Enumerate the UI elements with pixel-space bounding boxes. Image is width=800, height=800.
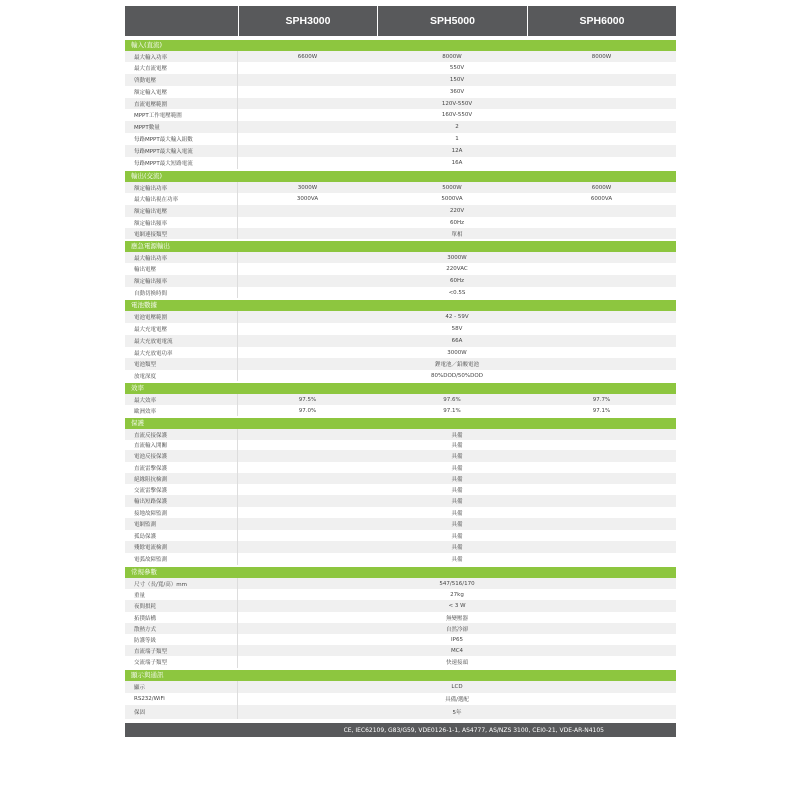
section-header: 保護 xyxy=(125,418,676,429)
row-label: 每路MPPT最大輸入電流 xyxy=(125,145,238,157)
row-label: 額定輸入電壓 xyxy=(125,86,238,98)
row-label: 最大輸出視在功率 xyxy=(125,193,238,205)
row-value-shared: 1 xyxy=(455,136,459,142)
table-row xyxy=(125,541,676,553)
row-label: 每路MPPT最大短路電流 xyxy=(125,157,238,169)
row-value-shared: 單相 xyxy=(451,231,463,238)
row-value-3: 8000W xyxy=(591,53,612,60)
row-label: MPPT數量 xyxy=(125,121,238,133)
table-row xyxy=(125,693,676,705)
row-label: 每路MPPT最大輸入組數 xyxy=(125,133,238,145)
table-row xyxy=(125,287,676,298)
row-value-shared: <0.5S xyxy=(448,289,466,296)
row-value-shared: 快速接頭 xyxy=(445,660,468,666)
section-header: 顯示與通訊 xyxy=(125,670,676,681)
row-value-1: 3000W xyxy=(297,184,318,191)
certifications-footer: CE, IEC62109, G83/G59, VDE0126-1-1, AS4777, AS/NZS 3100, CEI0-21, VDE-AR-N4105 xyxy=(125,723,676,737)
row-label: 尺寸（長/寬/高）mm xyxy=(125,578,238,589)
row-value-shared: 具備 xyxy=(451,557,463,563)
header-sph5000: SPH5000 xyxy=(377,6,527,36)
row-value-2: 5000VA xyxy=(441,196,463,202)
row-value-shared: 2 xyxy=(455,124,459,130)
table-row xyxy=(125,394,676,405)
table-row xyxy=(125,600,676,612)
table-row xyxy=(125,612,676,623)
row-value-shared: 160V-550V xyxy=(441,112,473,118)
row-label: 最大充放電功率 xyxy=(125,347,238,358)
row-value-shared: 自然冷卻 xyxy=(445,626,468,633)
row-value-shared: 具備 xyxy=(451,454,463,460)
table-row xyxy=(125,440,676,450)
row-value-shared: 具備/選配 xyxy=(445,697,469,703)
row-value-1: 6600W xyxy=(297,53,318,60)
row-label: 最大充放電電流 xyxy=(125,335,238,347)
table-row xyxy=(125,98,676,109)
row-value-shared: 具備 xyxy=(451,545,463,551)
row-label: 電弧故障監測 xyxy=(125,553,238,565)
row-value-3: 6000VA xyxy=(590,196,613,202)
row-value-shared: 12A xyxy=(451,148,463,154)
row-value-shared: 42 - 59V xyxy=(445,314,469,320)
header-sph3000: SPH3000 xyxy=(238,6,377,36)
section-header: 效率 xyxy=(125,383,676,394)
row-label: 直流反接保護 xyxy=(125,429,238,440)
table-row xyxy=(125,553,676,565)
row-label: 啓動電壓 xyxy=(125,74,238,86)
table-row xyxy=(125,530,676,541)
table-row xyxy=(125,228,676,239)
row-label: 直流輸入開關 xyxy=(125,440,238,450)
row-label: 放電深度 xyxy=(125,370,238,381)
row-value-2: 5000W xyxy=(442,184,462,191)
row-label: 夜間損耗 xyxy=(125,600,238,612)
row-value-shared: 具備 xyxy=(451,432,463,439)
row-label: 額定輸出功率 xyxy=(125,182,238,193)
row-value-2: 8000W xyxy=(442,53,462,60)
row-label: 電網監測 xyxy=(125,518,238,530)
table-row xyxy=(125,133,676,145)
row-label: 孤島保護 xyxy=(125,530,238,541)
row-label: 額定輸出頻率 xyxy=(125,217,238,228)
table-row xyxy=(125,507,676,518)
section-header: 常規參數 xyxy=(125,567,676,578)
row-value-shared: 220VAC xyxy=(446,266,468,272)
row-value-shared: 具備 xyxy=(451,465,463,472)
row-label: 額定輸出頻率 xyxy=(125,275,238,287)
table-row xyxy=(125,182,676,193)
row-value-shared: IP65 xyxy=(451,636,463,643)
row-value-shared: 150V xyxy=(449,77,465,83)
table-row xyxy=(125,86,676,98)
spec-sheet xyxy=(125,6,676,737)
row-value-3: 6000W xyxy=(591,184,612,191)
row-label: 接地故障監測 xyxy=(125,507,238,518)
table-row xyxy=(125,462,676,473)
row-label: 交流端子類型 xyxy=(125,656,238,668)
row-label: 拓撲結構 xyxy=(125,612,238,623)
row-label: 交流雷擊保護 xyxy=(125,484,238,495)
table-row xyxy=(125,429,676,440)
row-value-shared: 16A xyxy=(451,160,463,166)
row-label: 額定輸出電壓 xyxy=(125,205,238,217)
row-value-shared: 60Hz xyxy=(449,278,465,284)
row-label: 電池反接保護 xyxy=(125,450,238,462)
row-label: 電網連接類型 xyxy=(125,228,238,239)
table-row xyxy=(125,252,676,263)
row-value-shared: 80%DOD/50%DOD xyxy=(431,372,483,379)
row-value-shared: 220V xyxy=(449,208,465,214)
table-row xyxy=(125,370,676,381)
row-value-2: 97.6% xyxy=(443,396,461,403)
table-row xyxy=(125,578,676,589)
header-sph6000: SPH6000 xyxy=(527,6,676,36)
table-row xyxy=(125,358,676,370)
row-value-shared: 66A xyxy=(451,338,463,344)
row-label: 電池電壓範圍 xyxy=(125,311,238,323)
table-row xyxy=(125,145,676,157)
table-row xyxy=(125,109,676,121)
row-value-shared: MC4 xyxy=(450,647,464,654)
row-value-shared: 3000W xyxy=(447,349,467,356)
row-value-1: 97.0% xyxy=(298,407,317,414)
row-label: 顯示 xyxy=(125,681,238,693)
row-label: MPPT工作電壓範圍 xyxy=(125,109,238,121)
table-row xyxy=(125,263,676,275)
table-row xyxy=(125,62,676,74)
row-label: 輸出短路保護 xyxy=(125,495,238,507)
row-value-shared: 具備 xyxy=(451,522,463,528)
row-value-shared: 無變壓器 xyxy=(445,615,468,622)
table-row xyxy=(125,450,676,462)
table-row xyxy=(125,495,676,507)
table-row xyxy=(125,311,676,323)
row-value-1: 3000VA xyxy=(296,196,319,202)
table-row xyxy=(125,473,676,484)
row-value-shared: 具備 xyxy=(451,443,463,449)
row-value-shared: 具備 xyxy=(451,510,463,517)
row-value-1: 97.5% xyxy=(298,396,317,403)
table-row xyxy=(125,681,676,693)
row-label: 殘餘電流檢測 xyxy=(125,541,238,553)
row-value-shared: 具備 xyxy=(451,533,463,540)
table-row xyxy=(125,335,676,347)
row-label: 防護等級 xyxy=(125,634,238,645)
row-value-shared: 60Hz xyxy=(449,219,465,226)
row-value-shared: 547/516/170 xyxy=(439,580,475,587)
row-label: 直流雷擊保護 xyxy=(125,462,238,473)
table-row xyxy=(125,193,676,205)
table-row xyxy=(125,405,676,416)
row-value-shared: 具備 xyxy=(451,487,463,494)
section-header: 輸出(交流) xyxy=(125,171,676,182)
row-label: 絕緣阻抗檢測 xyxy=(125,473,238,484)
row-value-shared: 具備 xyxy=(451,499,463,505)
row-label: 最大輸入功率 xyxy=(125,51,238,62)
row-label: 電池類型 xyxy=(125,358,238,370)
row-label: 直流電壓範圍 xyxy=(125,98,238,109)
table-body xyxy=(125,40,676,719)
row-value-shared: 鋰電池／鉛酸電池 xyxy=(434,362,479,368)
row-value-shared: 360V xyxy=(449,89,465,95)
table-row xyxy=(125,323,676,335)
table-row xyxy=(125,623,676,634)
row-label: RS232/WiFi xyxy=(125,693,238,705)
row-value-shared: LCD xyxy=(451,684,463,690)
table-row xyxy=(125,74,676,86)
table-row xyxy=(125,589,676,600)
table-row xyxy=(125,518,676,530)
table-row xyxy=(125,634,676,645)
table-row xyxy=(125,347,676,358)
table-header xyxy=(125,6,676,36)
row-value-3: 97.7% xyxy=(592,396,611,403)
row-label: 散熱方式 xyxy=(125,623,238,634)
row-value-shared: 120V-550V xyxy=(441,100,473,107)
row-label: 保固 xyxy=(125,705,238,719)
table-row xyxy=(125,275,676,287)
row-value-shared: 5年 xyxy=(452,710,462,716)
header-blank xyxy=(125,6,238,36)
table-row xyxy=(125,484,676,495)
table-row xyxy=(125,645,676,656)
row-label: 直流端子類型 xyxy=(125,645,238,656)
row-value-3: 97.1% xyxy=(592,407,611,414)
table-row xyxy=(125,121,676,133)
section-header: 輸入(直流) xyxy=(125,40,676,51)
row-label: 自動切換時間 xyxy=(125,287,238,298)
row-label: 最大效率 xyxy=(125,394,238,405)
row-label: 最大充電電壓 xyxy=(125,323,238,335)
table-row xyxy=(125,51,676,62)
table-row xyxy=(125,705,676,719)
section-header: 應急電源輸出 xyxy=(125,241,676,252)
row-label: 重量 xyxy=(125,589,238,600)
row-value-shared: 3000W xyxy=(447,254,467,261)
row-value-shared: 27kg xyxy=(450,591,464,598)
row-value-shared: 58V xyxy=(451,326,463,332)
row-value-shared: 具備 xyxy=(451,476,463,483)
row-value-shared: 550V xyxy=(449,65,465,71)
table-row xyxy=(125,205,676,217)
table-row xyxy=(125,157,676,169)
row-value-2: 97.1% xyxy=(443,407,461,414)
row-label: 最大直流電壓 xyxy=(125,62,238,74)
row-value-shared: < 3 W xyxy=(448,603,466,609)
table-row xyxy=(125,656,676,668)
row-label: 最大輸出功率 xyxy=(125,252,238,263)
table-row xyxy=(125,217,676,228)
row-label: 輸出電壓 xyxy=(125,263,238,275)
row-label: 歐洲效率 xyxy=(125,405,238,416)
section-header: 電池數據 xyxy=(125,300,676,311)
